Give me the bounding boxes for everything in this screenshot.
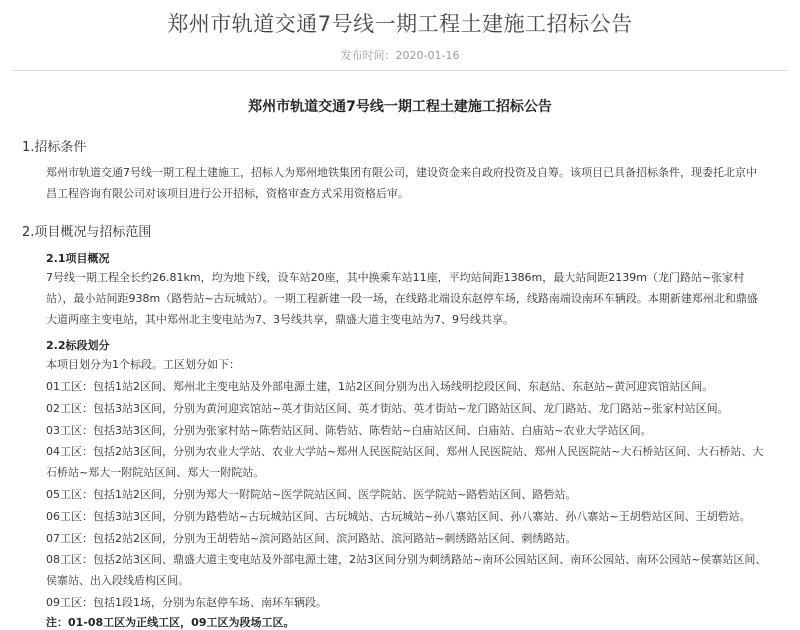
bidding-conditions-paragraph: 郑州市轨道交通7号线一期工程土建施工，招标人为郑州地铁集团有限公司，建设资金来自政府投资及自筹。该项目已具备招标条件，现委托北京中昌工程咨询有限公司对该项目进行公开招标，资格审查方式采用资格后审。 xyxy=(46,166,757,200)
lot-item-02: 02工区：包括3站3区间，分别为黄河迎宾馆站~英才街站区间、英才街站、英才街站~龙门路站区间、龙门路站、龙门路站~张家村站区间。 xyxy=(46,402,729,415)
lot-item-05: 05工区：包括1站2区间，分别为郑大一附院站~医学院站区间、医学院站、医学院站~路砦站区间、路砦站。 xyxy=(46,488,577,501)
lot-item-08: 08工区：包括2站3区间、鼎盛大道主变电站及外部电源土建，2站3区间分别为刺绣路站~南环公园站区间、南环公园站、南环公园站~侯寨站区间、侯寨站、出入段线盾构区间。 xyxy=(46,553,767,587)
lot-item-09: 09工区：包括1段1场，分别为东赵停车场、南环车辆段。 xyxy=(46,596,327,609)
page-title: 郑州市轨道交通7号线一期工程土建施工招标公告 xyxy=(167,12,633,36)
lot-item-03: 03工区：包括3站3区间，分别为张家村站~陈砦站区间、陈砦站、陈砦站~白庙站区间、白庙站、白庙站~农业大学站区间。 xyxy=(46,424,652,437)
overview-paragraph: 7号线一期工程全长约26.81km，均为地下线，设车站20座，其中换乘车站11座，平均站间距1386m，最大站间距2139m（龙门路站~张家村站），最小站间距938m（路砦站~古玩城站）。一期工程新建一段一场，在线路北端设东赵停车场，线路南端设南环车辆段。本期新建郑州北和鼎盛大道两座主变电站，其中郑州北主变电站为7、3号线共享，鼎盛大道主变电站为7、9号线共享。 xyxy=(46,271,758,326)
lot-item-01: 01工区：包括1站2区间、郑州北主变电站及外部电源土建，1站2区间分别为出入场线明挖段区间、东赵站、东赵站~黄河迎宾馆站区间。 xyxy=(46,380,714,393)
publish-time-label: 发布时间： xyxy=(340,49,396,62)
section-title-project-overview: 2.项目概况与招标范围 xyxy=(22,225,152,240)
publish-date: 2020-01-16 xyxy=(395,49,460,62)
subsection-title-lots: 2.2标段划分 xyxy=(46,339,110,352)
lots-intro: 本项目划分为1个标段。工区划分如下： xyxy=(46,358,240,371)
title-divider xyxy=(12,70,788,71)
lot-item-04: 04工区：包括2站3区间，分别为农业大学站、农业大学站~郑州人民医院站区间、郑州人民医院站、郑州人民医院站~大石桥站区间、大石桥站、大石桥站~郑大一附院站区间、郑大一附院站。 xyxy=(46,445,764,479)
section-title-bidding-conditions: 1.招标条件 xyxy=(22,140,87,155)
subsection-title-overview: 2.1项目概况 xyxy=(46,252,110,265)
document-heading: 郑州市轨道交通7号线一期工程土建施工招标公告 xyxy=(248,99,552,115)
lot-item-07: 07工区：包括2站2区间，分别为王胡砦站~滨河路站区间、滨河路站、滨河路站~刺绣路站区间、刺绣路站。 xyxy=(46,532,577,545)
lots-note: 注：01-08工区为正线工区，09工区为段场工区。 xyxy=(46,616,295,629)
publish-time xyxy=(0,47,800,63)
lot-item-06: 06工区：包括3站3区间，分别为路砦站~古玩城站区间、古玩城站、古玩城站~孙八寨站区间、孙八寨站、孙八寨站~王胡砦站区间、王胡砦站。 xyxy=(46,510,751,523)
